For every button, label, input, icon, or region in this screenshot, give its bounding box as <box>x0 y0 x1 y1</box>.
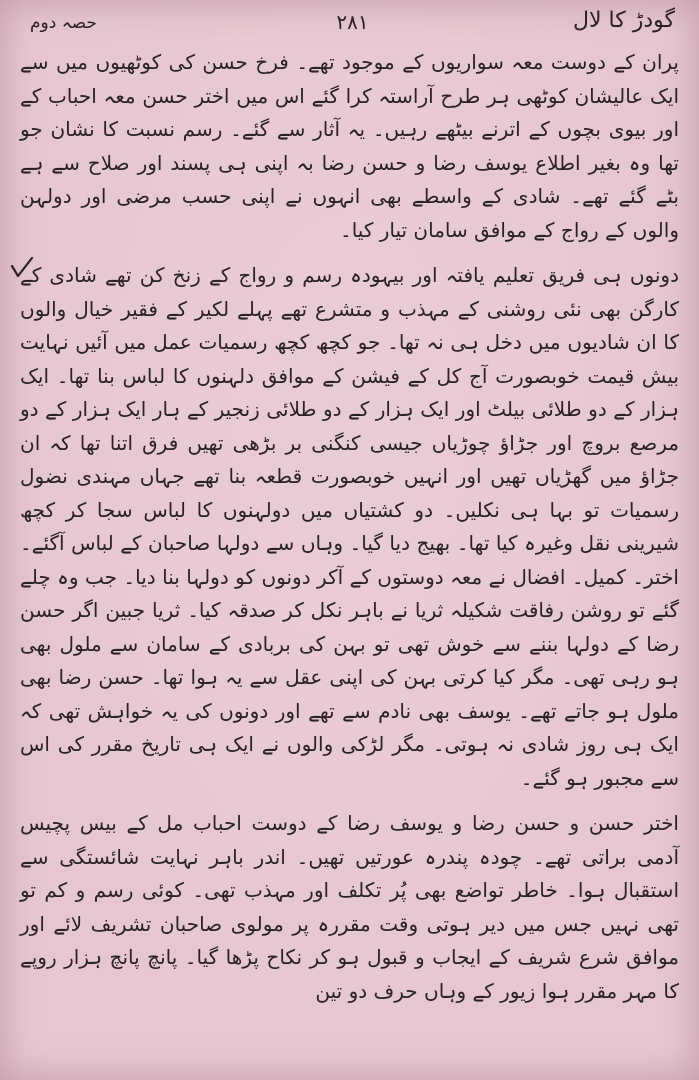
book-title: گودڑ کا لال <box>573 8 675 33</box>
page-number: ۲۸۱ <box>336 10 369 34</box>
page-header <box>30 8 675 44</box>
section-label: حصہ دوم <box>30 13 97 33</box>
paragraph-1: پران کے دوست معہ سواریوں کے موجود تھے۔ فرخ حسن کی کوٹھیوں میں سے ایک عالیشان کوٹھی ہر طرح آراستہ کرا گئے اس میں اختر حسن معہ احباب کے اور بیوی بچوں کے اترنے بیٹھے رہیں۔ یہ آثار سے گئے۔ رسم نسبت کا نشان جو تھا وہ بغیر اطلاع یوسف رضا و حسن رضا بہ اپنی ہی پسند اور صلاح سے ہے بٹے گئے تھے۔ شادی کے واسطے بھی انہوں نے اپنی حسب مرضی اور دولہن والوں کے رواج کے موافق سامان تیار کیا۔ <box>20 50 679 242</box>
body-text <box>20 46 679 1060</box>
paragraph-3: اختر حسن و حسن رضا و یوسف رضا کے دوست احباب مل کے بیس پچیس آدمی براتی تھے۔ چودہ پندرہ عورتیں تھیں۔ اندر باہر نہایت شائستگی سے استقبال ہوا۔ خاطر تواضع بھی پُر تکلف اور مہذب تھی۔ کوئی رسم و کم تو تھی نہیں جس میں دیر ہوتی وقت مقررہ پر مولوی صاحبان تشریف لائے اور موافق شرع شریف کے ایجاب و قبول ہو کر نکاح پڑھا گیا۔ پانچ پانچ ہزار روپے کا مہر مقرر ہوا زیور کے وہاں حرف دو تین <box>20 811 679 1003</box>
paragraph-2: دونوں ہی فریق تعلیم یافتہ اور بیہودہ رسم و رواج کے زنخ کن تھے شادی کے کارگن بھی نئی روشنی کے مہذب و متشرع تھے پہلے لکیر کے فقیر خیال والوں کا ان شادیوں میں دخل ہی نہ تھا۔ جو کچھ کچھ رسمیات عمل میں آئیں نہایت بیش قیمت خوبصورت آج کل کے فیشن کے موافق دلہنوں کا لباس بنا تھا۔ ایک ہزار کے دو طلائی بیلٹ اور ایک ہزار کے دو طلائی زنجیر کے ہار ایک ہزار کے دو مرصع بروچ اور جڑاؤ چوڑیاں جیسی کنگنی بر بڑھی تھیں فرق اتنا تھا کہ ان جڑاؤ میں گھڑیاں تھیں اور انہیں خوبصورت قطعہ بنا تھے جہاں مہندی نضول رسمیات تو بہا ہی نکلیں۔ دو کشتیاں میں دولہنوں کا لباس سجا کر کچھ شیرینی نقل وغیرہ کیا تھا۔ بھیج دیا گیا۔ وہاں سے دولہا صاحبان کے لباس آگئے۔ اختر۔ کمیل۔ افضال نے معہ دوستوں کے آکر دونوں کو دولہا بنا دیا۔ جب وہ چلے گئے تو روشن رفاقت شکیلہ ثریا نے باہر نکل کر صدقہ کیا۔ ثریا جبین اگر حسن رضا کے دولہا بننے سے خوش تھی تو بہن کی بربادی کے سامان سے ملول بھی ہو رہی تھی۔ مگر کیا کرتی بہن کی اپنی عقل سے یہ ہوا تھا۔ حسن رضا بھی ملول ہو جاتے تھے۔ یوسف بھی نادم سے تھے اور دونوں کی یہ خواہش تھی کہ ایک ہی روز شادی نہ ہوتی۔ مگر لڑکی والوں نے ایک ہی تاریخ مقرر کی اس سے مجبور ہو گئے۔ <box>20 263 680 790</box>
